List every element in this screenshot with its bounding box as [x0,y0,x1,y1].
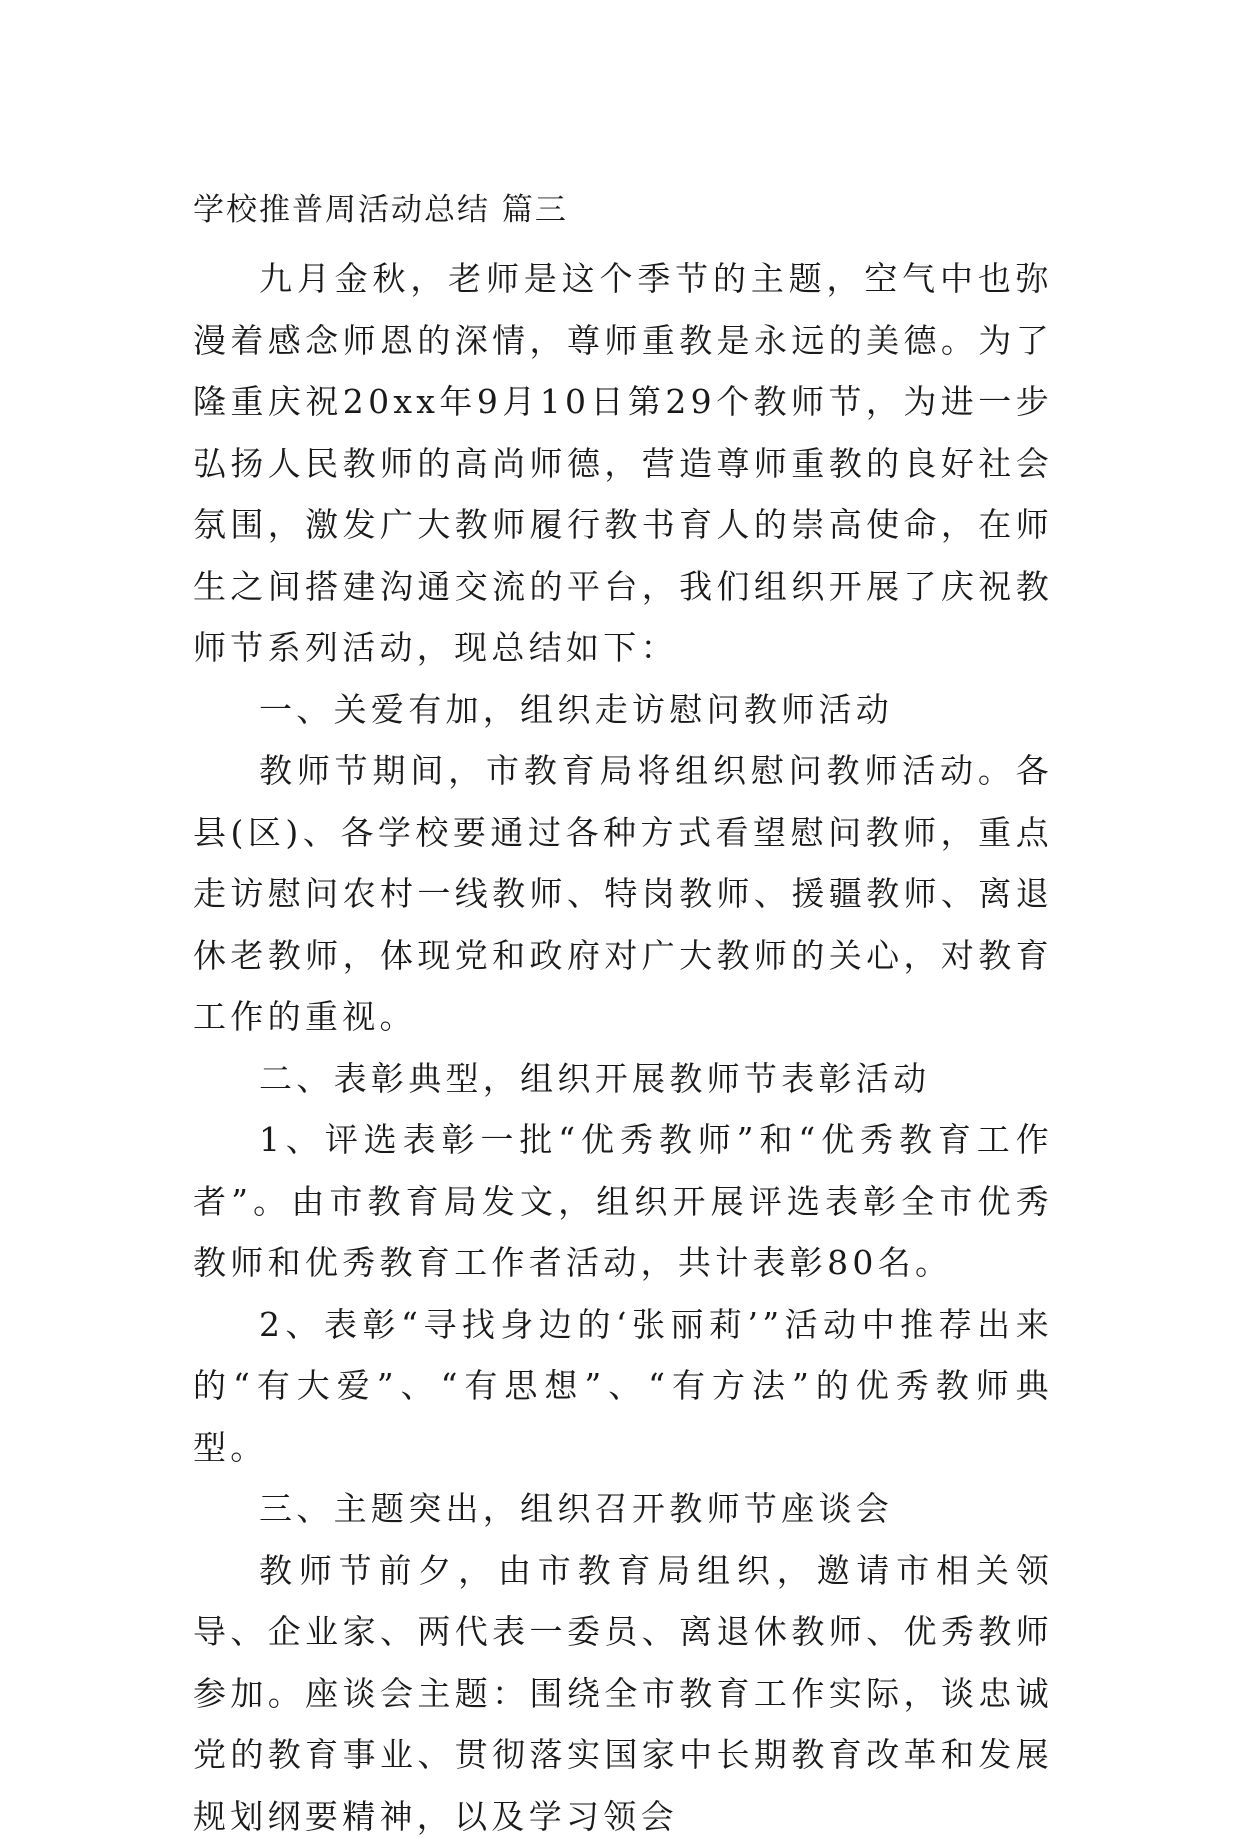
paragraph-section-3: 教师节前夕，由市教育局组织，邀请市相关领导、企业家、两代表一委员、离退休教师、优秀教师参加。座谈会主题：围绕全市教育工作实际，谈忠诚党的教育事业、贯彻落实国家中长期教育改革和发展规划纲要精神，以及学习领会 [193,1540,1053,1847]
document-body [193,248,1053,1847]
document-title: 学校推普周活动总结 篇三 [193,190,568,230]
section-heading-3: 三、主题突出，组织召开教师节座谈会 [193,1478,1053,1540]
paragraph-section-2-item-1: 1、评选表彰一批“优秀教师”和“优秀教育工作者”。由市教育局发文，组织开展评选表彰全市优秀教师和优秀教育工作者活动，共计表彰80名。 [193,1109,1053,1294]
paragraph-section-2-item-2: 2、表彰“寻找身边的‘张丽莉’”活动中推荐出来的“有大爱”、“有思想”、“有方法”的优秀教师典型。 [193,1294,1053,1479]
paragraph-section-1: 教师节期间，市教育局将组织慰问教师活动。各县(区)、各学校要通过各种方式看望慰问教师，重点走访慰问农村一线教师、特岗教师、援疆教师、离退休老教师，体现党和政府对广大教师的关心，对教育工作的重视。 [193,740,1053,1048]
paragraph-intro: 九月金秋，老师是这个季节的主题，空气中也弥漫着感念师恩的深情，尊师重教是永远的美德。为了隆重庆祝20xx年9月10日第29个教师节，为进一步弘扬人民教师的高尚师德，营造尊师重教的良好社会氛围，激发广大教师履行教书育人的崇高使命，在师生之间搭建沟通交流的平台，我们组织开展了庆祝教师节系列活动，现总结如下： [193,248,1053,679]
section-heading-1: 一、关爱有加，组织走访慰问教师活动 [193,679,1053,741]
section-heading-2: 二、表彰典型，组织开展教师节表彰活动 [193,1048,1053,1110]
